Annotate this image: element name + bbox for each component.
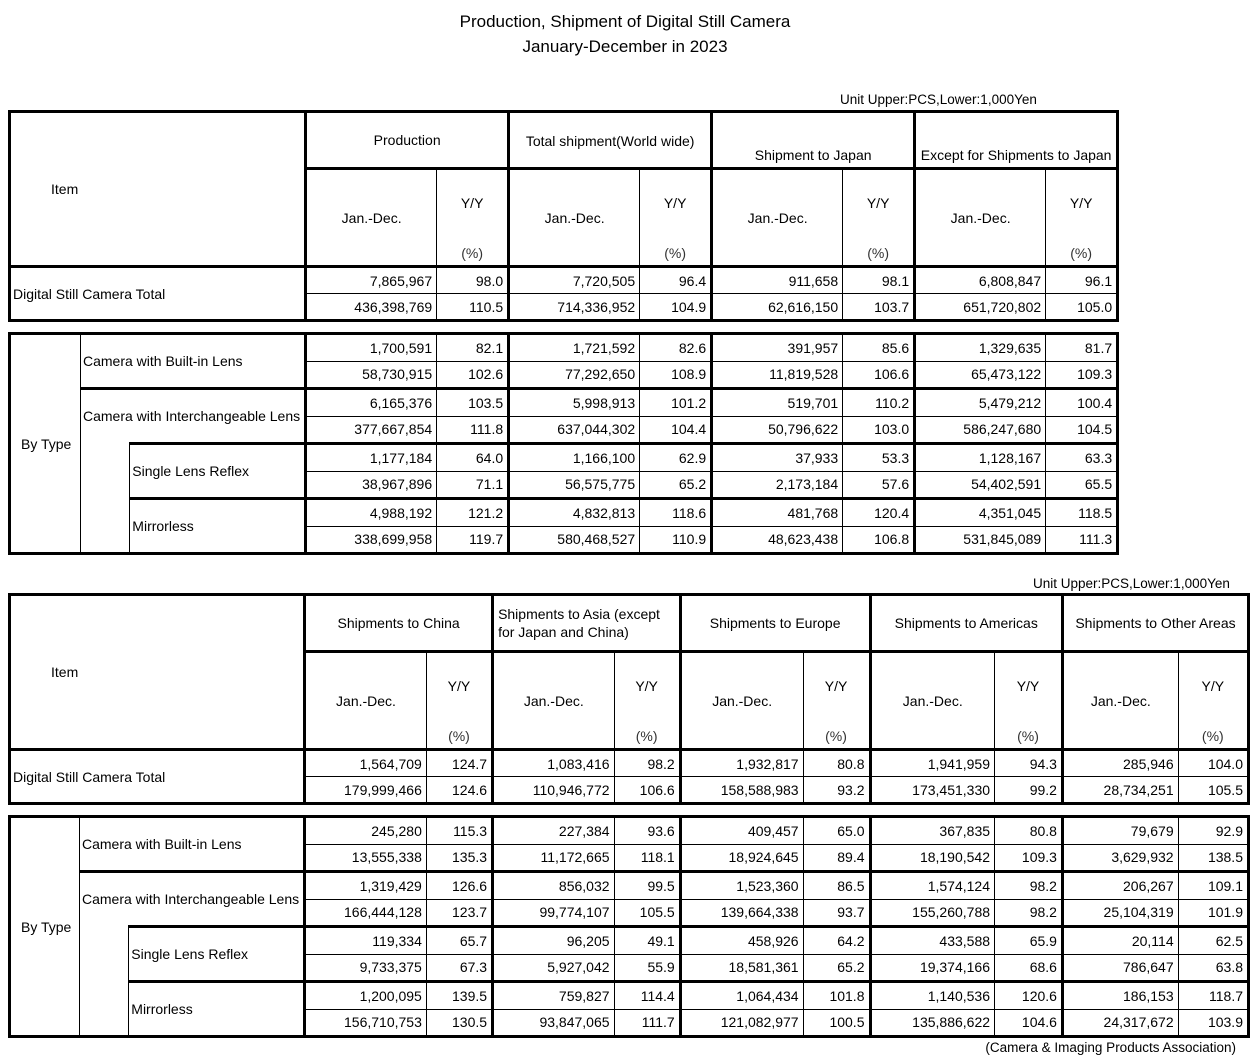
row-label-mirrorless: Mirrorless <box>130 499 306 554</box>
jan-dec-header: Jan.-Dec. <box>493 652 614 750</box>
jan-dec-value: 96,205 <box>493 927 614 955</box>
jan-dec-value: 173,451,330 <box>870 777 995 804</box>
jan-dec-value: 50,796,622 <box>712 416 843 444</box>
yy-header-label <box>427 658 491 744</box>
jan-dec-value: 1,319,429 <box>305 872 427 900</box>
jan-dec-value: 637,044,302 <box>509 416 640 444</box>
column-group-header: Shipments to Europe <box>680 595 870 652</box>
yy-value: 104.5 <box>1046 416 1118 444</box>
jan-dec-value: 155,260,788 <box>870 899 995 927</box>
page-subtitle: January-December in 2023 <box>522 37 728 56</box>
jan-dec-value: 158,588,983 <box>680 777 803 804</box>
yy-value: 123.7 <box>426 899 492 927</box>
jan-dec-value: 4,832,813 <box>509 499 640 527</box>
yy-value: 71.1 <box>437 471 509 499</box>
column-group-header: Shipments to China <box>305 595 493 652</box>
yy-value: 57.6 <box>843 471 915 499</box>
yy-value: 68.6 <box>995 954 1063 982</box>
jan-dec-value: 1,574,124 <box>870 872 995 900</box>
jan-dec-value: 206,267 <box>1062 872 1178 900</box>
jan-dec-value: 135,886,622 <box>870 1009 995 1037</box>
jan-dec-value: 24,317,672 <box>1062 1009 1178 1037</box>
yy-value: 67.3 <box>426 954 492 982</box>
yy-header <box>803 652 870 750</box>
yy-value: 108.9 <box>640 361 712 389</box>
yy-value: 118.6 <box>640 499 712 527</box>
table1-data-table <box>8 110 1119 555</box>
yy-value: 62.9 <box>640 444 712 472</box>
yy-value: 106.6 <box>614 777 680 804</box>
jan-dec-value: 714,336,952 <box>509 294 640 321</box>
yy-header <box>1046 169 1118 267</box>
row-label-by-type: By Type <box>10 334 81 554</box>
yy-value: 92.9 <box>1178 817 1248 845</box>
yy-header <box>640 169 712 267</box>
jan-dec-value: 367,835 <box>870 817 995 845</box>
page-title: Production, Shipment of Digital Still Camera <box>459 12 791 31</box>
yy-value: 98.2 <box>614 750 680 777</box>
yy-header-label <box>804 658 869 744</box>
jan-dec-value: 1,064,434 <box>680 982 803 1010</box>
yy-value: 101.2 <box>640 389 712 417</box>
pct-label: (%) <box>664 244 687 261</box>
table-row <box>10 334 1118 362</box>
yy-value: 139.5 <box>426 982 492 1010</box>
item-header: Item <box>10 595 305 750</box>
yy-value: 55.9 <box>614 954 680 982</box>
indent-cell <box>81 444 130 554</box>
jan-dec-value: 139,664,338 <box>680 899 803 927</box>
yy-value: 130.5 <box>426 1009 492 1037</box>
yy-value: 101.9 <box>1178 899 1248 927</box>
yy-value: 98.2 <box>995 872 1063 900</box>
jan-dec-value: 759,827 <box>493 982 614 1010</box>
yy-value: 93.7 <box>803 899 870 927</box>
jan-dec-value: 3,629,932 <box>1062 844 1178 872</box>
yy-value: 118.7 <box>1178 982 1248 1010</box>
jan-dec-value: 5,998,913 <box>509 389 640 417</box>
pct-label: (%) <box>867 244 890 261</box>
yy-value: 65.2 <box>640 471 712 499</box>
table-row <box>10 982 1249 1010</box>
indent-cell <box>79 927 128 1037</box>
jan-dec-header: Jan.-Dec. <box>915 169 1046 267</box>
jan-dec-header: Jan.-Dec. <box>306 169 437 267</box>
yy-value: 105.5 <box>614 899 680 927</box>
yy-value: 96.4 <box>640 267 712 294</box>
jan-dec-header: Jan.-Dec. <box>870 652 995 750</box>
jan-dec-value: 1,200,095 <box>305 982 427 1010</box>
yy-value: 115.3 <box>426 817 492 845</box>
yy-value: 89.4 <box>803 844 870 872</box>
row-label-dsc-total: Digital Still Camera Total <box>10 750 305 804</box>
yy-value: 135.3 <box>426 844 492 872</box>
yy-value: 106.8 <box>843 526 915 554</box>
jan-dec-header: Jan.-Dec. <box>712 169 843 267</box>
table2-data-table <box>8 593 1250 1038</box>
jan-dec-value: 6,165,376 <box>306 389 437 417</box>
yy-value: 118.1 <box>614 844 680 872</box>
yy-label: Y/Y <box>663 194 687 211</box>
yy-value: 82.6 <box>640 334 712 362</box>
jan-dec-value: 121,082,977 <box>680 1009 803 1037</box>
yy-value: 101.8 <box>803 982 870 1010</box>
yy-value: 109.1 <box>1178 872 1248 900</box>
jan-dec-value: 856,032 <box>493 872 614 900</box>
row-label-built-in-lens: Camera with Built-in Lens <box>79 817 304 872</box>
row-label-interchangeable-lens: Camera with Interchangeable Lens <box>79 872 304 927</box>
yy-value: 120.6 <box>995 982 1063 1010</box>
yy-value: 98.1 <box>843 267 915 294</box>
jan-dec-value: 2,173,184 <box>712 471 843 499</box>
jan-dec-value: 285,946 <box>1062 750 1178 777</box>
yy-value: 64.0 <box>437 444 509 472</box>
yy-value: 94.3 <box>995 750 1063 777</box>
jan-dec-value: 227,384 <box>493 817 614 845</box>
jan-dec-value: 1,941,959 <box>870 750 995 777</box>
jan-dec-value: 156,710,753 <box>305 1009 427 1037</box>
yy-value: 100.5 <box>803 1009 870 1037</box>
yy-header <box>614 652 680 750</box>
yy-value: 63.8 <box>1178 954 1248 982</box>
jan-dec-value: 1,083,416 <box>493 750 614 777</box>
jan-dec-value: 391,957 <box>712 334 843 362</box>
jan-dec-value: 48,623,438 <box>712 526 843 554</box>
yy-value: 110.2 <box>843 389 915 417</box>
column-group-header: Shipment to Japan <box>712 112 915 169</box>
yy-value: 111.8 <box>437 416 509 444</box>
jan-dec-value: 1,140,536 <box>870 982 995 1010</box>
yy-value: 102.6 <box>437 361 509 389</box>
yy-label: Y/Y <box>1201 677 1225 694</box>
source-note: (Camera & Imaging Products Association) <box>985 1040 1236 1055</box>
yy-header-label <box>995 658 1061 744</box>
row-label-single-lens-reflex: Single Lens Reflex <box>130 444 306 499</box>
unit-label-2: Unit Upper:PCS,Lower:1,000Yen <box>1033 576 1230 591</box>
table-row <box>10 444 1118 472</box>
yy-value: 106.6 <box>843 361 915 389</box>
jan-dec-value: 586,247,680 <box>915 416 1046 444</box>
jan-dec-value: 5,479,212 <box>915 389 1046 417</box>
yy-value: 65.9 <box>995 927 1063 955</box>
row-label-interchangeable-lens: Camera with Interchangeable Lens <box>81 389 306 444</box>
jan-dec-value: 1,177,184 <box>306 444 437 472</box>
yy-header-label <box>1046 175 1116 261</box>
yy-value: 119.7 <box>437 526 509 554</box>
unit-label-1: Unit Upper:PCS,Lower:1,000Yen <box>840 92 1037 107</box>
jan-dec-value: 20,114 <box>1062 927 1178 955</box>
yy-value: 53.3 <box>843 444 915 472</box>
yy-value: 120.4 <box>843 499 915 527</box>
yy-header <box>1178 652 1248 750</box>
jan-dec-value: 77,292,650 <box>509 361 640 389</box>
item-header: Item <box>10 112 306 267</box>
yy-value: 124.6 <box>426 777 492 804</box>
yy-label: Y/Y <box>866 194 890 211</box>
jan-dec-value: 1,700,591 <box>306 334 437 362</box>
yy-value: 65.2 <box>803 954 870 982</box>
pct-label: (%) <box>1201 727 1224 744</box>
yy-value: 105.5 <box>1178 777 1248 804</box>
yy-value: 103.7 <box>843 294 915 321</box>
spacer <box>10 804 1249 817</box>
jan-dec-value: 7,720,505 <box>509 267 640 294</box>
jan-dec-value: 6,808,847 <box>915 267 1046 294</box>
yy-value: 93.2 <box>803 777 870 804</box>
yy-value: 93.6 <box>614 817 680 845</box>
jan-dec-value: 65,473,122 <box>915 361 1046 389</box>
jan-dec-value: 18,190,542 <box>870 844 995 872</box>
yy-value: 103.5 <box>437 389 509 417</box>
yy-value: 109.3 <box>995 844 1063 872</box>
yy-value: 64.2 <box>803 927 870 955</box>
jan-dec-value: 531,845,089 <box>915 526 1046 554</box>
yy-value: 65.5 <box>1046 471 1118 499</box>
column-group-header: Production <box>306 112 509 169</box>
yy-value: 65.7 <box>426 927 492 955</box>
yy-value: 118.5 <box>1046 499 1118 527</box>
yy-value: 110.9 <box>640 526 712 554</box>
jan-dec-value: 38,967,896 <box>306 471 437 499</box>
yy-value: 62.5 <box>1178 927 1248 955</box>
row-label-by-type: By Type <box>10 817 80 1037</box>
jan-dec-value: 62,616,150 <box>712 294 843 321</box>
jan-dec-value: 9,733,375 <box>305 954 427 982</box>
yy-value: 111.7 <box>614 1009 680 1037</box>
yy-value: 98.0 <box>437 267 509 294</box>
jan-dec-value: 786,647 <box>1062 954 1178 982</box>
yy-value: 105.0 <box>1046 294 1118 321</box>
yy-header-label <box>437 175 507 261</box>
yy-label: Y/Y <box>1016 677 1040 694</box>
yy-header-label <box>615 658 679 744</box>
jan-dec-value: 7,865,967 <box>306 267 437 294</box>
column-group-header: Except for Shipments to Japan <box>915 112 1118 169</box>
jan-dec-value: 377,667,854 <box>306 416 437 444</box>
yy-value: 85.6 <box>843 334 915 362</box>
row-label-built-in-lens: Camera with Built-in Lens <box>81 334 306 389</box>
yy-value: 104.0 <box>1178 750 1248 777</box>
pct-label: (%) <box>825 727 847 744</box>
yy-header <box>437 169 509 267</box>
yy-value: 103.9 <box>1178 1009 1248 1037</box>
jan-dec-value: 166,444,128 <box>305 899 427 927</box>
jan-dec-value: 119,334 <box>305 927 427 955</box>
yy-value: 81.7 <box>1046 334 1118 362</box>
pct-label: (%) <box>448 727 470 744</box>
jan-dec-value: 79,679 <box>1062 817 1178 845</box>
jan-dec-value: 110,946,772 <box>493 777 614 804</box>
table-row <box>10 817 1249 845</box>
jan-dec-value: 4,351,045 <box>915 499 1046 527</box>
jan-dec-value: 1,564,709 <box>305 750 427 777</box>
jan-dec-value: 409,457 <box>680 817 803 845</box>
yy-header <box>995 652 1063 750</box>
jan-dec-value: 93,847,065 <box>493 1009 614 1037</box>
jan-dec-value: 436,398,769 <box>306 294 437 321</box>
jan-dec-value: 186,153 <box>1062 982 1178 1010</box>
table-row <box>10 499 1118 527</box>
jan-dec-value: 1,721,592 <box>509 334 640 362</box>
yy-value: 86.5 <box>803 872 870 900</box>
yy-value: 63.3 <box>1046 444 1118 472</box>
jan-dec-value: 18,581,361 <box>680 954 803 982</box>
jan-dec-value: 99,774,107 <box>493 899 614 927</box>
column-group-header: Shipments to Americas <box>870 595 1062 652</box>
jan-dec-value: 911,658 <box>712 267 843 294</box>
jan-dec-value: 58,730,915 <box>306 361 437 389</box>
jan-dec-value: 481,768 <box>712 499 843 527</box>
spacer <box>10 321 1118 334</box>
row-label-single-lens-reflex: Single Lens Reflex <box>129 927 305 982</box>
pct-label: (%) <box>635 727 658 744</box>
yy-value: 82.1 <box>437 334 509 362</box>
yy-value: 99.2 <box>995 777 1063 804</box>
jan-dec-value: 458,926 <box>680 927 803 955</box>
yy-value: 104.4 <box>640 416 712 444</box>
yy-label: Y/Y <box>824 677 848 694</box>
pct-label: (%) <box>1070 244 1093 261</box>
yy-value: 104.9 <box>640 294 712 321</box>
jan-dec-value: 338,699,958 <box>306 526 437 554</box>
yy-value: 99.5 <box>614 872 680 900</box>
jan-dec-header: Jan.-Dec. <box>680 652 803 750</box>
jan-dec-value: 1,329,635 <box>915 334 1046 362</box>
jan-dec-value: 433,588 <box>870 927 995 955</box>
yy-value: 121.2 <box>437 499 509 527</box>
yy-value: 65.0 <box>803 817 870 845</box>
yy-value: 109.3 <box>1046 361 1118 389</box>
jan-dec-value: 28,734,251 <box>1062 777 1178 804</box>
jan-dec-value: 1,166,100 <box>509 444 640 472</box>
jan-dec-value: 54,402,591 <box>915 471 1046 499</box>
jan-dec-value: 245,280 <box>305 817 427 845</box>
jan-dec-value: 11,172,665 <box>493 844 614 872</box>
table-row <box>10 267 1118 294</box>
yy-header-label <box>640 175 710 261</box>
jan-dec-value: 13,555,338 <box>305 844 427 872</box>
yy-label: Y/Y <box>447 677 471 694</box>
yy-header-label <box>1179 658 1247 744</box>
yy-label: Y/Y <box>1069 194 1093 211</box>
table-row <box>10 750 1249 777</box>
yy-value: 80.8 <box>995 817 1063 845</box>
yy-value: 100.4 <box>1046 389 1118 417</box>
jan-dec-value: 651,720,802 <box>915 294 1046 321</box>
jan-dec-value: 18,924,645 <box>680 844 803 872</box>
jan-dec-value: 11,819,528 <box>712 361 843 389</box>
jan-dec-value: 580,468,527 <box>509 526 640 554</box>
table-row <box>10 927 1249 955</box>
column-group-header: Shipments to Asia (except for Japan and China) <box>493 595 681 652</box>
jan-dec-value: 1,932,817 <box>680 750 803 777</box>
pct-label: (%) <box>1017 727 1039 744</box>
yy-label: Y/Y <box>635 677 658 694</box>
yy-value: 126.6 <box>426 872 492 900</box>
jan-dec-value: 519,701 <box>712 389 843 417</box>
jan-dec-value: 5,927,042 <box>493 954 614 982</box>
jan-dec-value: 56,575,775 <box>509 471 640 499</box>
row-label-dsc-total: Digital Still Camera Total <box>10 267 306 321</box>
jan-dec-value: 19,374,166 <box>870 954 995 982</box>
jan-dec-value: 179,999,466 <box>305 777 427 804</box>
yy-header-label <box>843 175 913 261</box>
yy-value: 104.6 <box>995 1009 1063 1037</box>
yy-label: Y/Y <box>460 194 484 211</box>
yy-value: 114.4 <box>614 982 680 1010</box>
jan-dec-header: Jan.-Dec. <box>305 652 427 750</box>
jan-dec-value: 37,933 <box>712 444 843 472</box>
yy-value: 110.5 <box>437 294 509 321</box>
jan-dec-value: 4,988,192 <box>306 499 437 527</box>
column-group-header: Shipments to Other Areas <box>1062 595 1248 652</box>
pct-label: (%) <box>461 244 484 261</box>
row-label-mirrorless: Mirrorless <box>129 982 305 1037</box>
yy-value: 96.1 <box>1046 267 1118 294</box>
yy-value: 138.5 <box>1178 844 1248 872</box>
jan-dec-value: 25,104,319 <box>1062 899 1178 927</box>
table-row <box>10 872 1249 900</box>
yy-header <box>843 169 915 267</box>
table-row <box>10 389 1118 417</box>
column-group-header: Total shipment(World wide) <box>509 112 712 169</box>
yy-value: 124.7 <box>426 750 492 777</box>
yy-value: 103.0 <box>843 416 915 444</box>
jan-dec-header: Jan.-Dec. <box>1062 652 1178 750</box>
yy-value: 98.2 <box>995 899 1063 927</box>
yy-value: 111.3 <box>1046 526 1118 554</box>
jan-dec-value: 1,523,360 <box>680 872 803 900</box>
yy-value: 80.8 <box>803 750 870 777</box>
yy-value: 49.1 <box>614 927 680 955</box>
jan-dec-value: 1,128,167 <box>915 444 1046 472</box>
jan-dec-header: Jan.-Dec. <box>509 169 640 267</box>
yy-header <box>426 652 492 750</box>
